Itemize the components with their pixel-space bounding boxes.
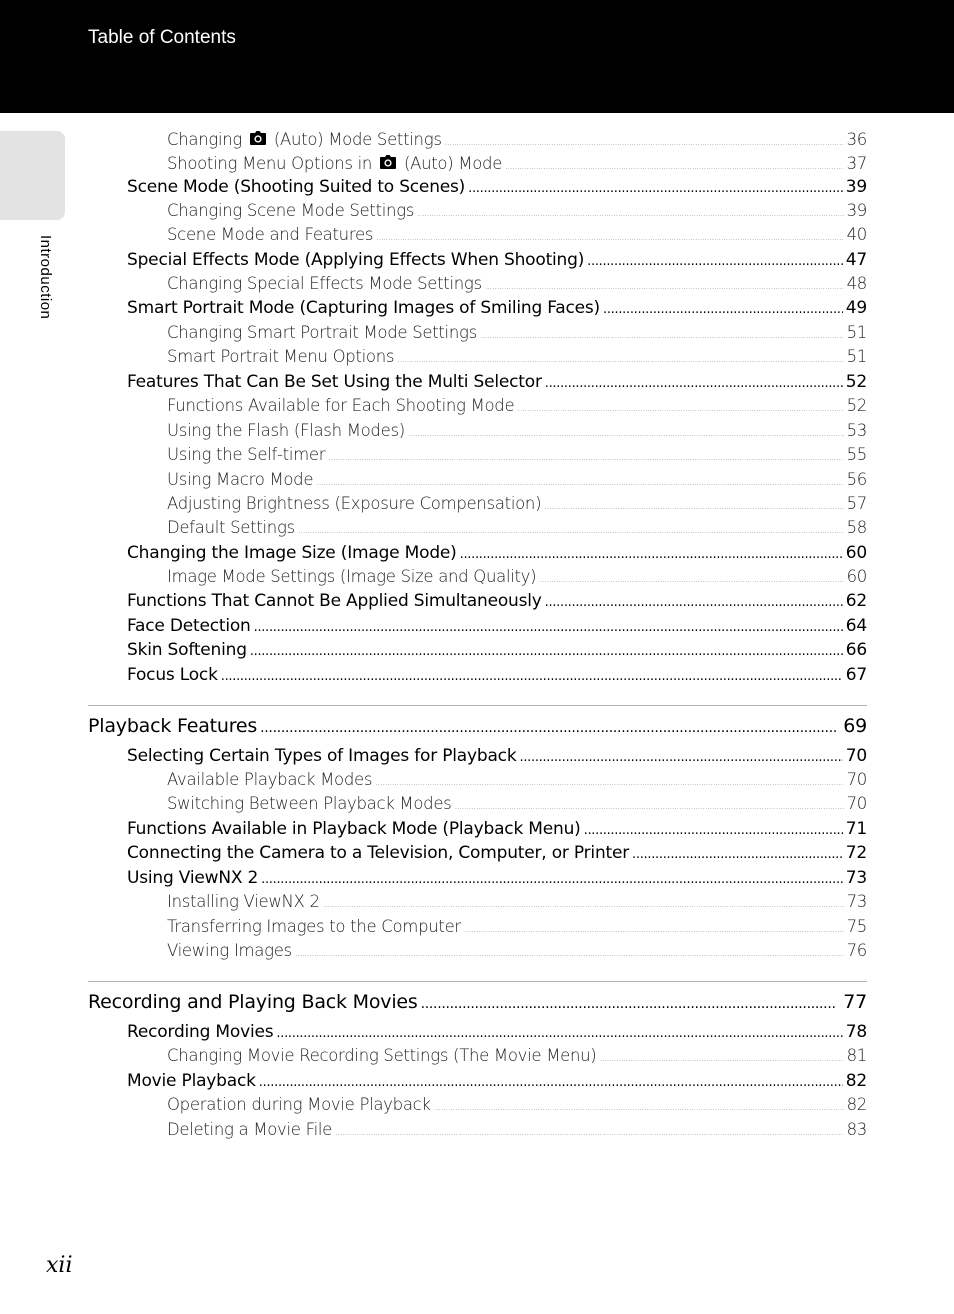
dot-leader (434, 1104, 844, 1113)
dot-leader (454, 803, 843, 812)
dot-leader (250, 645, 843, 658)
dot-leader (260, 721, 836, 735)
page-number: xii (46, 1253, 73, 1278)
toc-entry-page: 82 (846, 1095, 867, 1114)
toc-entry[interactable] (127, 845, 867, 862)
section-tab (0, 131, 65, 220)
section-tab-label: Introduction (37, 235, 54, 320)
toc-entry-page: 55 (846, 445, 867, 464)
toc-entry-page: 53 (846, 421, 867, 440)
toc-entry-page: 60 (845, 543, 867, 563)
toc-entry-page: 52 (845, 372, 867, 392)
toc-entry-title: Functions That Cannot Be Applied Simultaneously (127, 591, 542, 611)
toc-entry[interactable] (127, 748, 867, 765)
dot-leader (464, 926, 844, 935)
toc-entry-page: 40 (846, 225, 867, 244)
toc-entry-page: 71 (845, 819, 867, 839)
toc-entry-page: 82 (845, 1071, 867, 1091)
dot-leader (460, 548, 843, 561)
toc-entry-page: 70 (846, 794, 867, 813)
toc-entry[interactable] (167, 796, 867, 813)
section-divider (88, 981, 867, 982)
toc-entry-page: 57 (846, 494, 867, 513)
toc-entry-page: 49 (845, 298, 867, 318)
toc-entry-title: Adjusting Brightness (Exposure Compensation) (167, 494, 542, 513)
toc-entry[interactable] (127, 642, 867, 659)
dot-leader (261, 873, 843, 886)
toc-entry[interactable] (127, 821, 867, 838)
toc-entry[interactable] (167, 276, 867, 293)
toc-entry-page: 70 (846, 770, 867, 789)
toc-entry-title: Scene Mode and Features (167, 225, 374, 244)
toc-entry-title: Installing ViewNX 2 (167, 892, 320, 911)
toc-entry-title: Connecting the Camera to a Television, Computer, or Printer (127, 843, 630, 863)
dot-leader (298, 527, 844, 536)
toc-entry-page: 39 (846, 201, 867, 220)
toc-entry-title: Changing Scene Mode Settings (167, 201, 415, 220)
dot-leader (445, 139, 844, 148)
camera-icon (379, 154, 397, 170)
toc-entry[interactable] (167, 423, 867, 440)
toc-entry[interactable] (167, 1122, 867, 1139)
toc-entry[interactable] (167, 398, 867, 415)
dot-leader (254, 621, 843, 634)
dot-leader (505, 163, 844, 172)
header-title: Table of Contents (88, 27, 236, 48)
toc-entry-page: 51 (846, 323, 867, 342)
toc-entry-title-part: Shooting Menu Options in (167, 154, 378, 173)
toc-entry-page: 48 (846, 274, 867, 293)
toc-entry-title: Playback Features (88, 715, 258, 737)
toc-entry-page: 76 (846, 941, 867, 960)
toc-entry-title: Image Mode Settings (Image Size and Quality) (167, 567, 537, 586)
toc-entry[interactable] (167, 154, 867, 173)
toc-entry-page: 72 (845, 843, 867, 863)
toc-entry[interactable] (167, 447, 867, 464)
dot-leader (316, 479, 843, 488)
toc-entry-title: Changing Movie Recording Settings (The Movie Menu) (167, 1046, 597, 1065)
toc-entry[interactable] (88, 993, 867, 1012)
toc-entry[interactable] (167, 520, 867, 537)
toc-entry-title: Changing the Image Size (Image Mode) (127, 543, 457, 563)
dot-leader (375, 779, 843, 788)
toc-entry[interactable] (167, 130, 867, 149)
toc-entry-title: Smart Portrait Mode (Capturing Images of Smiling Faces) (127, 298, 600, 318)
toc-entry-page: 77 (843, 991, 867, 1013)
toc-entry-title: Recording Movies (127, 1022, 274, 1042)
toc-entry[interactable] (167, 349, 867, 366)
toc-entry[interactable] (127, 593, 867, 610)
toc-entry-page: 66 (845, 640, 867, 660)
toc-entry-page: 75 (846, 917, 867, 936)
dot-leader (259, 1076, 843, 1089)
toc-entry-page: 56 (846, 470, 867, 489)
toc-entry[interactable] (167, 203, 867, 220)
toc-entry-title: Functions Available in Playback Mode (Playback Menu) (127, 819, 581, 839)
toc-entry-page: 64 (845, 616, 867, 636)
dot-leader (468, 182, 843, 195)
toc-entry-page: 78 (845, 1022, 867, 1042)
toc-entry-title: Switching Between Playback Modes (167, 794, 452, 813)
toc-entry[interactable] (167, 472, 867, 489)
dot-leader (323, 901, 844, 910)
dot-leader (408, 430, 844, 439)
dot-leader (545, 377, 843, 390)
toc-entry[interactable] (167, 919, 867, 936)
dot-leader (545, 596, 843, 609)
toc-entry[interactable] (127, 374, 867, 391)
toc-entry[interactable] (167, 1097, 867, 1114)
toc-entry-page: 37 (846, 154, 867, 173)
toc-entry-page: 67 (845, 665, 867, 685)
toc-entry-title-part: Changing (167, 130, 247, 149)
toc-entry[interactable] (167, 227, 867, 244)
toc-entry-title-part: (Auto) Mode Settings (268, 130, 442, 149)
toc-entry[interactable] (167, 325, 867, 342)
dot-leader (485, 283, 844, 292)
toc-entry[interactable] (88, 717, 867, 736)
toc-entry-page: 73 (845, 868, 867, 888)
toc-entry-title: Operation during Movie Playback (167, 1095, 431, 1114)
dot-leader (519, 751, 842, 764)
toc-entry[interactable] (127, 179, 867, 196)
toc-entry[interactable] (167, 569, 867, 586)
dot-leader (221, 670, 843, 683)
toc-entry-title: Default Settings (167, 518, 295, 537)
dot-leader (517, 405, 843, 414)
dot-leader (480, 332, 844, 341)
camera-icon (249, 130, 267, 146)
toc-entry-title: Skin Softening (127, 640, 247, 660)
toc-entry-title: Using Macro Mode (167, 470, 314, 489)
toc-entry-title (167, 130, 442, 149)
toc-entry-page: 60 (846, 567, 867, 586)
toc-entry-title: Using ViewNX 2 (127, 868, 259, 888)
toc-entry-page: 52 (846, 396, 867, 415)
toc-entry-title-part: (Auto) Mode (399, 154, 503, 173)
toc-entry[interactable] (167, 943, 867, 960)
dot-leader (335, 1129, 844, 1138)
dot-leader (421, 997, 837, 1011)
toc-entry-title: Focus Lock (127, 665, 218, 685)
toc-entry-page: 51 (846, 347, 867, 366)
toc-entry-page: 36 (846, 130, 867, 149)
dot-leader (376, 234, 844, 243)
toc-entry-title: Using the Flash (Flash Modes) (167, 421, 405, 440)
toc-entry[interactable] (127, 618, 867, 635)
toc-entry[interactable] (127, 1073, 867, 1090)
toc-entry-page: 70 (845, 746, 867, 766)
toc-entry-title: Special Effects Mode (Applying Effects When Shooting) (127, 250, 585, 270)
toc-entry-title: Functions Available for Each Shooting Mode (167, 396, 515, 415)
dot-leader (539, 576, 843, 585)
toc-entry[interactable] (127, 870, 867, 887)
toc-entry-title: Changing Special Effects Mode Settings (167, 274, 482, 293)
toc-entry-page: 69 (843, 715, 867, 737)
toc-entry[interactable] (167, 1048, 867, 1065)
dot-leader (544, 503, 843, 512)
toc-entry[interactable] (127, 545, 867, 562)
toc-entry-title (167, 154, 502, 173)
dot-leader (328, 454, 843, 463)
dot-leader (587, 255, 843, 268)
section-divider (88, 705, 867, 706)
toc-entry-title: Movie Playback (127, 1071, 256, 1091)
toc-entry-title: Features That Can Be Set Using the Multi Selector (127, 372, 542, 392)
toc-entry[interactable] (167, 772, 867, 789)
toc-entry[interactable] (167, 894, 867, 911)
toc-entry-title: Viewing Images (167, 941, 292, 960)
toc-entry[interactable] (127, 252, 867, 269)
dot-leader (397, 356, 843, 365)
dot-leader (276, 1027, 842, 1040)
dot-leader (584, 824, 843, 837)
toc-entry-page: 73 (846, 892, 867, 911)
dot-leader (599, 1055, 843, 1064)
toc-entry[interactable] (127, 1024, 867, 1041)
toc-entry[interactable] (127, 300, 867, 317)
toc-entry[interactable] (127, 667, 867, 684)
toc-entry-title: Smart Portrait Menu Options (167, 347, 395, 366)
toc-entry-page: 47 (845, 250, 867, 270)
toc-entry-title: Changing Smart Portrait Mode Settings (167, 323, 477, 342)
toc-entry-title: Using the Self-timer (167, 445, 326, 464)
toc-entry-page: 62 (845, 591, 867, 611)
dot-leader (417, 210, 844, 219)
toc-entry-page: 58 (846, 518, 867, 537)
toc-entry[interactable] (167, 496, 867, 513)
dot-leader (603, 303, 843, 316)
dot-leader (295, 950, 844, 959)
page-header (0, 0, 954, 113)
toc-entry-title: Available Playback Modes (167, 770, 373, 789)
toc-entry-title: Scene Mode (Shooting Suited to Scenes) (127, 177, 466, 197)
toc-entry-page: 83 (846, 1120, 867, 1139)
toc-entry-title: Selecting Certain Types of Images for Playback (127, 746, 517, 766)
toc-entry-page: 81 (846, 1046, 867, 1065)
toc-entry-title: Recording and Playing Back Movies (88, 991, 418, 1013)
toc-entry-page: 39 (845, 177, 867, 197)
dot-leader (632, 848, 843, 861)
toc-entry-title: Deleting a Movie File (167, 1120, 332, 1139)
toc-entry-title: Face Detection (127, 616, 251, 636)
toc-entry-title: Transferring Images to the Computer (167, 917, 461, 936)
